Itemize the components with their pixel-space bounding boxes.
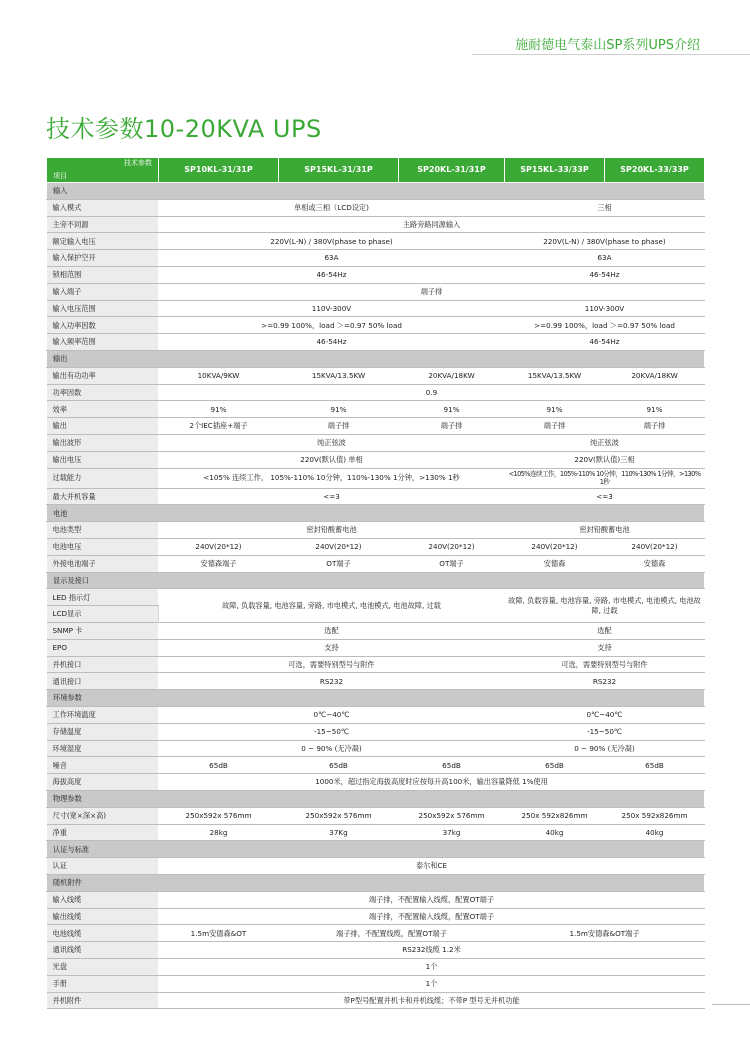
table-row xyxy=(47,401,705,418)
row-label: 通讯线缆 xyxy=(47,942,159,959)
spec-table xyxy=(46,157,705,1009)
table-row xyxy=(47,300,705,317)
cell: 220V(默认值) 单相 xyxy=(159,451,505,468)
cell: OT端子 xyxy=(279,555,399,572)
cell: 240V(20*12) xyxy=(399,539,505,556)
row-label: 尺寸(宽×深×高) xyxy=(47,807,159,824)
cell: 1个 xyxy=(159,975,705,992)
table-row xyxy=(47,656,705,673)
cell: RS232 xyxy=(505,673,705,690)
cell: 240V(20*12) xyxy=(605,539,705,556)
row-label: 认证 xyxy=(47,858,159,875)
cell: 泰尔和CE xyxy=(159,858,705,875)
table-row xyxy=(47,199,705,216)
cell: >=0.99 100%，load ＞=0.97 50% load xyxy=(159,317,505,334)
cell: 端子排，不配置线缆，配置OT端子 xyxy=(279,925,505,942)
table-row xyxy=(47,975,705,992)
cell: 选配 xyxy=(159,623,505,640)
section-label: 显示及接口 xyxy=(47,572,705,589)
cell: 250x 592x826mm xyxy=(505,807,605,824)
row-label: 输出电压 xyxy=(47,451,159,468)
section-row-display xyxy=(47,572,705,589)
cell: 220V(L-N) / 380V(phase to phase) xyxy=(505,233,705,250)
table-row xyxy=(47,451,705,468)
table-row xyxy=(47,723,705,740)
cell: <=3 xyxy=(505,488,705,505)
page-corner-mark xyxy=(712,1004,750,1005)
cell: 可选，需要特别型号与附件 xyxy=(505,656,705,673)
section-label: 环境参数 xyxy=(47,690,705,707)
row-label: 输入频率范围 xyxy=(47,334,159,351)
table-row xyxy=(47,334,705,351)
cell: 1.5m安德森&OT xyxy=(159,925,279,942)
cell: 带P型号配置并机卡和并机线缆；不带P 型号无并机功能 xyxy=(159,992,705,1009)
cell: 安德森端子 xyxy=(159,555,279,572)
table-row xyxy=(47,283,705,300)
cell: 端子排 xyxy=(399,418,505,435)
table-header-row xyxy=(47,158,705,183)
row-label: 工作环境温度 xyxy=(47,707,159,724)
cell: -15~50℃ xyxy=(505,723,705,740)
cell: 支持 xyxy=(159,639,505,656)
cell: 220V(默认值)三相 xyxy=(505,451,705,468)
cell: 故障, 负载容量, 电池容量, 旁路, 市电模式, 电池模式, 电池故障, 过载 xyxy=(159,589,505,623)
cell: -15~50℃ xyxy=(159,723,505,740)
table-row xyxy=(47,233,705,250)
row-label: LCD显示 xyxy=(47,606,159,623)
table-row xyxy=(47,250,705,267)
section-row-accessories xyxy=(47,875,705,892)
cell: 2个IEC插座+端子 xyxy=(159,418,279,435)
cell: <105%连续工作，105%-110% 10分钟，110%-130% 1分钟，>130% 1秒 xyxy=(505,468,705,488)
row-label: 功率因数 xyxy=(47,384,159,401)
row-label: 输入功率因数 xyxy=(47,317,159,334)
cell: 40kg xyxy=(605,824,705,841)
cell: 0.9 xyxy=(159,384,705,401)
corner-cell xyxy=(47,158,159,183)
row-label: 噪音 xyxy=(47,757,159,774)
row-label: 通讯接口 xyxy=(47,673,159,690)
page-title: 技术参数10-20KVA UPS xyxy=(46,115,322,143)
row-label: 输入线缆 xyxy=(47,891,159,908)
row-label: 锁相范围 xyxy=(47,266,159,283)
cell: 15KVA/13.5KW xyxy=(279,367,399,384)
table-row xyxy=(47,488,705,505)
row-label: 并机接口 xyxy=(47,656,159,673)
header-title: 施耐德电气泰山SP系列UPS介绍 xyxy=(515,38,700,53)
cell: 20KVA/18KW xyxy=(605,367,705,384)
cell: 46-54Hz xyxy=(505,266,705,283)
cell: 故障, 负载容量, 电池容量, 旁路, 市电模式, 电池模式, 电池故障, 过载 xyxy=(505,589,705,623)
row-label: 输出 xyxy=(47,418,159,435)
cell: 10KVA/9KW xyxy=(159,367,279,384)
row-label: 输入保护空开 xyxy=(47,250,159,267)
row-label: 最大并机容量 xyxy=(47,488,159,505)
cell: 40kg xyxy=(505,824,605,841)
table-row xyxy=(47,891,705,908)
cell: 37kg xyxy=(399,824,505,841)
cell: 端子排 xyxy=(605,418,705,435)
section-label: 输入 xyxy=(47,183,705,200)
row-label: 额定输入电压 xyxy=(47,233,159,250)
cell: <=3 xyxy=(159,488,505,505)
table-row xyxy=(47,757,705,774)
cell: 1.5m安德森&OT端子 xyxy=(505,925,705,942)
cell: >=0.99 100%，load ＞=0.97 50% load xyxy=(505,317,705,334)
row-label: 手册 xyxy=(47,975,159,992)
row-label: 存储温度 xyxy=(47,723,159,740)
row-label: 效率 xyxy=(47,401,159,418)
row-label: 环境湿度 xyxy=(47,740,159,757)
cell: 支持 xyxy=(505,639,705,656)
model-header: SP10KL-31/31P xyxy=(159,158,279,183)
row-label: EPO xyxy=(47,639,159,656)
cell: 15KVA/13.5KW xyxy=(505,367,605,384)
cell: 20KVA/18KW xyxy=(399,367,505,384)
cell: 240V(20*12) xyxy=(505,539,605,556)
table-row xyxy=(47,384,705,401)
cell: 63A xyxy=(159,250,505,267)
section-row-battery xyxy=(47,505,705,522)
cell: 选配 xyxy=(505,623,705,640)
table-row xyxy=(47,589,705,606)
cell: 250x592x 576mm xyxy=(279,807,399,824)
table-row xyxy=(47,673,705,690)
row-label: 输出波形 xyxy=(47,434,159,451)
row-label: 过载能力 xyxy=(47,468,159,488)
table-row xyxy=(47,539,705,556)
cell: 250x592x 576mm xyxy=(159,807,279,824)
table-row xyxy=(47,707,705,724)
cell: RS232线缆 1.2米 xyxy=(159,942,705,959)
header-divider xyxy=(472,54,750,55)
cell: 端子排，不配置输入线缆，配置OT端子 xyxy=(159,891,705,908)
cell: 1个 xyxy=(159,958,705,975)
cell: 63A xyxy=(505,250,705,267)
cell: 端子排 xyxy=(159,283,705,300)
section-row-output xyxy=(47,350,705,367)
section-row-env xyxy=(47,690,705,707)
table-row xyxy=(47,958,705,975)
cell: 端子排 xyxy=(279,418,399,435)
section-label: 认证与标准 xyxy=(47,841,705,858)
row-label: 输入电压范围 xyxy=(47,300,159,317)
row-label: 并机附件 xyxy=(47,992,159,1009)
cell: 65dB xyxy=(605,757,705,774)
table-row xyxy=(47,367,705,384)
model-header: SP15KL-33/33P xyxy=(505,158,605,183)
cell: 纯正弦波 xyxy=(159,434,505,451)
cell: 91% xyxy=(605,401,705,418)
row-label: 光盘 xyxy=(47,958,159,975)
row-label: 电池线缆 xyxy=(47,925,159,942)
cell: 91% xyxy=(159,401,279,418)
table-row xyxy=(47,858,705,875)
table-row xyxy=(47,522,705,539)
cell: 46-54Hz xyxy=(159,266,505,283)
table-row xyxy=(47,639,705,656)
table-row xyxy=(47,623,705,640)
corner-bottom-label: 项目 xyxy=(53,171,67,180)
row-label: 外接电池端子 xyxy=(47,555,159,572)
section-label: 随机附件 xyxy=(47,875,705,892)
section-label: 输出 xyxy=(47,350,705,367)
cell: 密封铅酸蓄电池 xyxy=(159,522,505,539)
cell: 安德森 xyxy=(505,555,605,572)
cell: 250x592x 576mm xyxy=(399,807,505,824)
cell: OT端子 xyxy=(399,555,505,572)
cell: RS232 xyxy=(159,673,505,690)
model-header: SP20KL-31/31P xyxy=(399,158,505,183)
cell: 三相 xyxy=(505,199,705,216)
cell: 240V(20*12) xyxy=(159,539,279,556)
cell: 密封铅酸蓄电池 xyxy=(505,522,705,539)
cell: 65dB xyxy=(505,757,605,774)
table-row xyxy=(47,824,705,841)
cell: 91% xyxy=(399,401,505,418)
cell: 1000米，超过指定海拔高度时应按每升高100米，输出容量降低 1%使用 xyxy=(159,774,705,791)
cell: 110V-300V xyxy=(159,300,505,317)
model-header: SP15KL-31/31P xyxy=(279,158,399,183)
section-row-physical xyxy=(47,791,705,808)
cell: 安德森 xyxy=(605,555,705,572)
table-row xyxy=(47,942,705,959)
table-row xyxy=(47,266,705,283)
cell: <105% 连续工作， 105%-110% 10分钟，110%-130% 1分钟，>130% 1秒 xyxy=(159,468,505,488)
cell: 65dB xyxy=(399,757,505,774)
table-row xyxy=(47,740,705,757)
cell: 240V(20*12) xyxy=(279,539,399,556)
cell: 110V-300V xyxy=(505,300,705,317)
cell: 250x 592x826mm xyxy=(605,807,705,824)
section-row-cert xyxy=(47,841,705,858)
table-row xyxy=(47,774,705,791)
cell: 37Kg xyxy=(279,824,399,841)
row-label: 输入模式 xyxy=(47,199,159,216)
cell: 可选，需要特别型号与附件 xyxy=(159,656,505,673)
table-row xyxy=(47,418,705,435)
cell: 220V(L-N) / 380V(phase to phase) xyxy=(159,233,505,250)
section-label: 物理参数 xyxy=(47,791,705,808)
table-row xyxy=(47,925,705,942)
row-label: 电池电压 xyxy=(47,539,159,556)
section-row-input xyxy=(47,183,705,200)
table-row xyxy=(47,992,705,1009)
row-label: LED 指示灯 xyxy=(47,589,159,606)
cell: 端子排 xyxy=(505,418,605,435)
section-label: 电池 xyxy=(47,505,705,522)
cell: 28kg xyxy=(159,824,279,841)
row-label: 电池类型 xyxy=(47,522,159,539)
cell: 0℃~40℃ xyxy=(505,707,705,724)
table-row xyxy=(47,434,705,451)
row-label: 净重 xyxy=(47,824,159,841)
cell: 0 ~ 90% (无冷凝) xyxy=(505,740,705,757)
cell: 主路旁路同源输入 xyxy=(159,216,705,233)
cell: 0 ~ 90% (无冷凝) xyxy=(159,740,505,757)
cell: 46-54Hz xyxy=(159,334,505,351)
cell: 纯正弦波 xyxy=(505,434,705,451)
cell: 46-54Hz xyxy=(505,334,705,351)
cell: 65dB xyxy=(279,757,399,774)
row-label: 输入端子 xyxy=(47,283,159,300)
cell: 65dB xyxy=(159,757,279,774)
row-label: SNMP 卡 xyxy=(47,623,159,640)
table-row xyxy=(47,468,705,488)
table-row xyxy=(47,908,705,925)
table-row xyxy=(47,317,705,334)
cell: 91% xyxy=(279,401,399,418)
cell: 单相或三相（LCD设定) xyxy=(159,199,505,216)
corner-top-label: 技术参数 xyxy=(124,159,152,167)
row-label: 海拔高度 xyxy=(47,774,159,791)
cell: 91% xyxy=(505,401,605,418)
model-header: SP20KL-33/33P xyxy=(605,158,705,183)
cell: 0℃~40℃ xyxy=(159,707,505,724)
cell: 端子排，不配置输入线缆，配置OT端子 xyxy=(159,908,705,925)
row-label: 输出线缆 xyxy=(47,908,159,925)
table-row xyxy=(47,555,705,572)
table-row xyxy=(47,216,705,233)
row-label: 输出有功功率 xyxy=(47,367,159,384)
table-row xyxy=(47,807,705,824)
row-label: 主旁不同源 xyxy=(47,216,159,233)
